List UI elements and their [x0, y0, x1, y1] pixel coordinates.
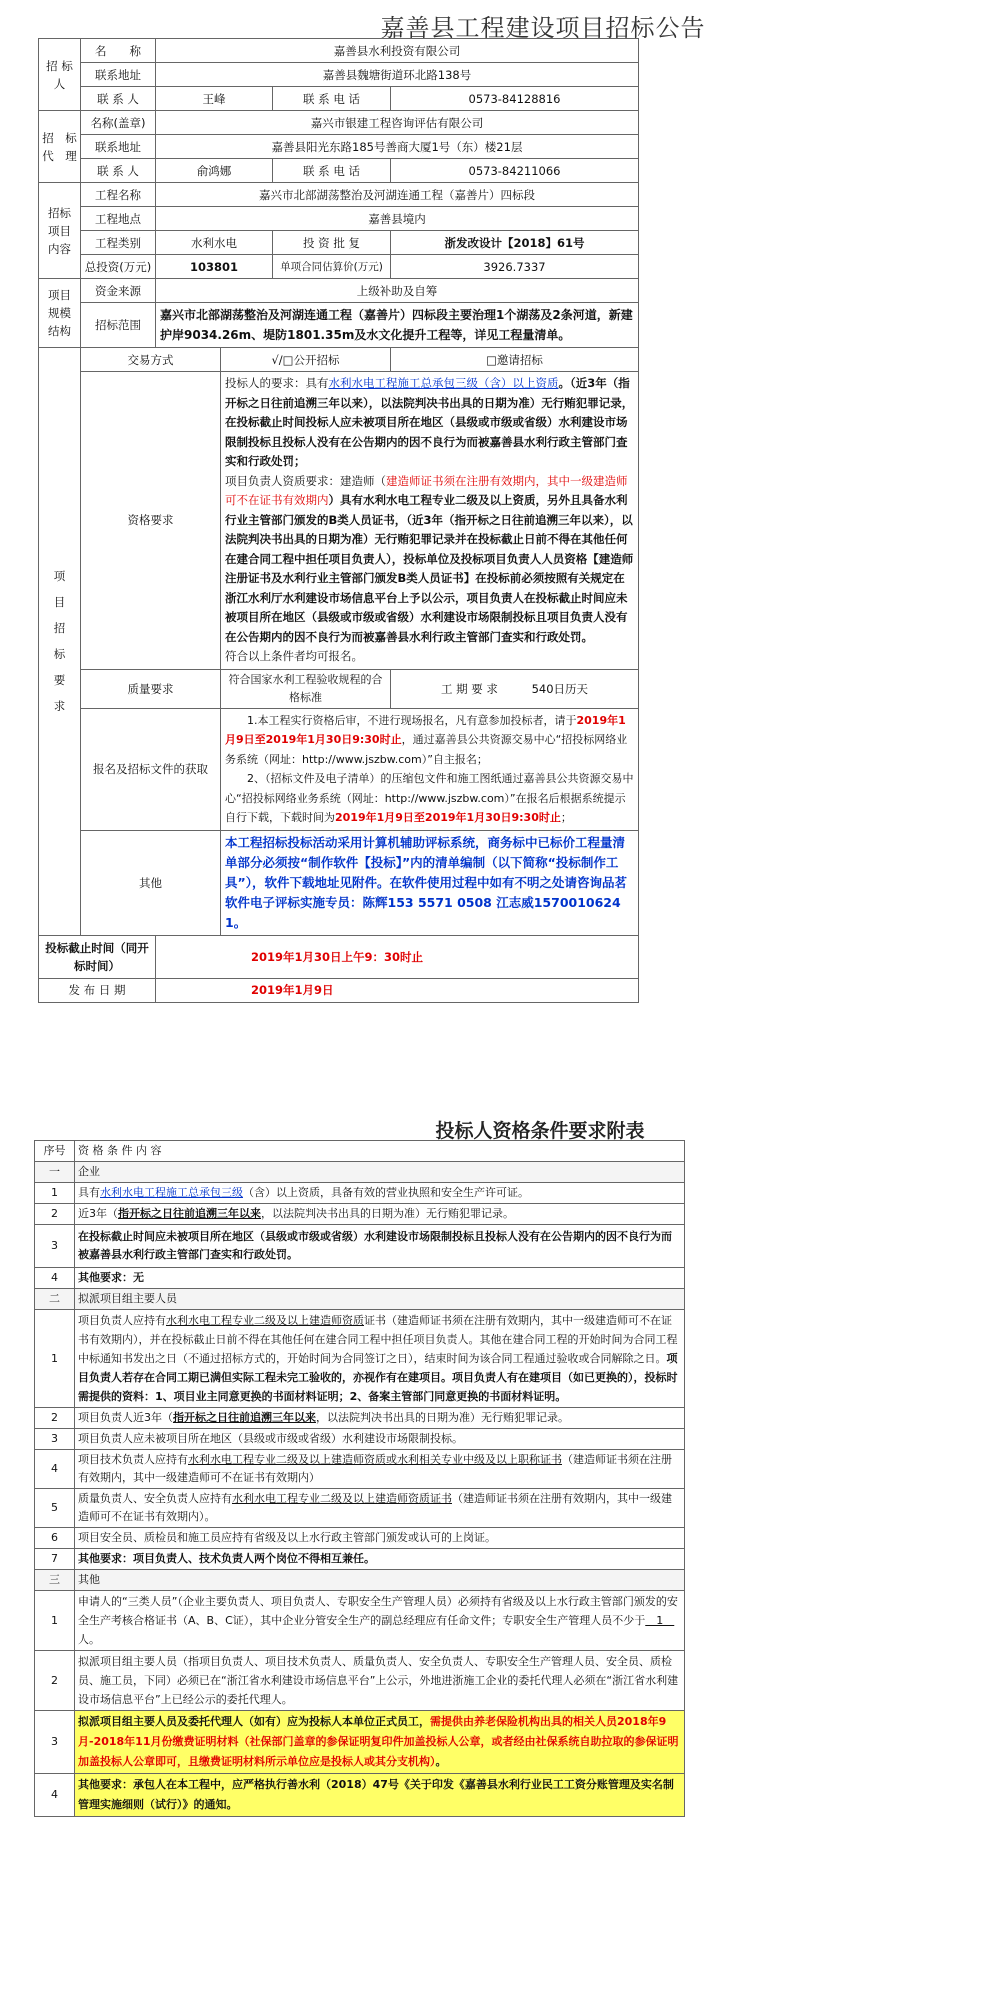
col-no-header: 序号	[35, 1141, 75, 1162]
row-content: 拟派项目组主要人员（指项目负责人、项目技术负责人、质量负责人、安全负责人、专职安全生产管理人员、安全员、质检员、施工员，下同）必须已在“浙江省水利建设市场信息平台”上公示，外地进浙施工企业的委托代理人必须在“浙江省水利建设市场信息平台”上已经公示的委托代理人。	[75, 1651, 685, 1711]
row-no: 5	[35, 1489, 75, 1528]
approval: 浙发改设计【2018】61号	[391, 231, 639, 255]
agent-phone-label: 联 系 电 话	[273, 159, 391, 183]
row-content: 其他要求：项目负责人、技术负责人两个岗位不得相互兼任。	[75, 1549, 685, 1570]
section-no: 三	[35, 1570, 75, 1591]
agent-address: 嘉善县阳光东路185号善商大厦1号（东）楼21层	[156, 135, 639, 159]
scope: 嘉兴市北部湖荡整治及河湖连通工程（嘉善片）四标段主要治理1个湖荡及2条河道，新建护岸9034.26m、堤防1801.35m及水文化提升工程等，详见工程量清单。	[156, 303, 639, 348]
publish-date: 2019年1月9日	[156, 978, 639, 1002]
row-no: 1	[35, 1310, 75, 1408]
tender-name: 嘉善县水利投资有限公司	[156, 39, 639, 63]
invest-label: 总投资(万元)	[81, 255, 156, 279]
fund: 上级补助及自筹	[156, 279, 639, 303]
trade-invite: □邀请招标	[391, 348, 639, 372]
apply-para-2: 2、（招标文件及电子清单）的压缩包文件和施工图纸通过嘉善县公共资源交易中心“招投标网络业务系统（网址：http://www.jszbw.com）”在报名后根据系统提示自行下载，下载时间为2019年1月9日至2019年1月30日9:30时止；	[225, 772, 634, 824]
row-content: 项目负责人应持有水利水电工程专业二级及以上建造师资质证书（建造师证书须在注册有效期内，其中一级建造师可不在证书有效期内），并在投标截止日前不得在其他任何在建合同工程中担任项目负责人。其他在建合同工程的开始时间为合同工程中标通知书发出之日（不通过招标方式的，开始时间为合同签订之日），结束时间为该合同工程通过验收或合同解除之日。项目负责人若存在合同工期已满但实际工程未完工验收的，亦视作有在建项目。项目负责人有在建项目（如已更换的），投标时需提供的资料：1、项目业主同意更换的书面材料证明；2、备案主管部门同意更换的书面材料证明。	[75, 1310, 685, 1408]
deadline-label: 投标截止时间（同开标时间）	[39, 935, 156, 978]
row-content: 项目负责人近3年（指开标之日往前追溯三年以来，以法院判决书出具的日期为准）无行贿犯罪记录。	[75, 1408, 685, 1429]
section-title: 企业	[75, 1162, 685, 1183]
other-content: 本工程招标投标活动采用计算机辅助评标系统，商务标中已标价工程量清单部分必须按“制作软件【投标】”内的清单编制（以下简称“投标制作工具”），软件下载地址见附件。在软件使用过程中如有不明之处请咨询品茗软件电子评标实施专员：陈辉153 5571 0508 江志威15700106241。	[221, 830, 639, 935]
row-no: 1	[35, 1183, 75, 1204]
row-content: 申请人的“三类人员”（企业主要负责人、项目负责人、专职安全生产管理人员）必须持有省级及以上水行政主管部门颁发的安全生产考核合格证书（A、B、C证），其中企业分管安全生产的副总经理应有任命文件；专职安全生产管理人员不少于 1 人。	[75, 1591, 685, 1651]
invest: 103801	[156, 255, 273, 279]
approval-label: 投 资 批 复	[273, 231, 391, 255]
project-group-label: 招标 项目 内容	[39, 183, 81, 279]
apply-para-1: 1.本工程实行资格后审，不进行现场报名，凡有意参加投标者，请于2019年1月9日至2019年1月30日9:30时止，通过嘉善县公共资源交易中心“招投标网络业务系统（网址：http://www.jszbw.com）”自主报名；	[225, 713, 628, 766]
page-title: 嘉善县工程建设项目招标公告	[380, 14, 706, 42]
row-content: 其他要求：承包人在本工程中，应严格执行善水利（2018）47号《关于印发《嘉善县水利行业民工工资分账管理及实名制管理实施细则（试行）》的通知。	[75, 1774, 685, 1817]
section-title: 其他	[75, 1570, 685, 1591]
agent-name-label: 名称(盖章)	[81, 111, 156, 135]
tender-address-label: 联系地址	[81, 63, 156, 87]
qualification-content	[221, 372, 639, 670]
agent-address-label: 联系地址	[81, 135, 156, 159]
contract: 3926.7337	[391, 255, 639, 279]
fund-label: 资金来源	[81, 279, 156, 303]
qual-para-3: 符合以上条件者均可报名。	[225, 649, 363, 663]
qual-para-2: 项目负责人资质要求：建造师（建造师证书须在注册有效期内，其中一级建造师可不在证书有效期内）具有水利水电工程专业二级及以上资质，另外且具备水利行业主管部门颁发的B类人员证书，（近3年（指开标之日往前追溯三年以来），以法院判决书出具的日期为准）无行贿犯罪记录并在投标截止日前不得在其他任何在建合同工程中担任项目负责人），投标单位及投标项目负责人人员资格【建造师注册证书及水利行业主管部门颁发B类人员证书】在投标前必须按照有关规定在浙江水利厅水利建设市场信息平台上予以公示，项目负责人在投标截止时间应未被项目所在地区（县级或市级或省级）水利建设市场限制投标且项目负责人没有在公告期内的因不良行为而被嘉善县水利行政主管部门查实和行政处罚。	[225, 473, 634, 644]
row-no: 4	[35, 1268, 75, 1289]
tender-name-label: 名 称	[81, 39, 156, 63]
agent-contact: 俞鸿娜	[156, 159, 273, 183]
contract-label: 单项合同估算价(万元)	[273, 255, 391, 279]
row-content: 近3年（指开标之日往前追溯三年以来，以法院判决书出具的日期为准）无行贿犯罪记录。	[75, 1204, 685, 1225]
trade-label: 交易方式	[81, 348, 221, 372]
apply-content	[221, 708, 639, 830]
project-place: 嘉善县境内	[156, 207, 639, 231]
row-no: 4	[35, 1774, 75, 1817]
row-content: 项目安全员、质检员和施工员应持有省级及以上水行政主管部门颁发或认可的上岗证。	[75, 1528, 685, 1549]
project-name-label: 工程名称	[81, 183, 156, 207]
row-content: 拟派项目组主要人员及委托代理人（如有）应为投标人本单位正式员工，需提供由养老保险机构出具的相关人员2018年9月-2018年11月份缴费证明材料（社保部门盖章的参保证明复印件加盖投标人公章，或者经由社保系统自助拉取的参保证明加盖投标人公章即可，且缴费证明材料所示单位应是投标人或其分支机构）。	[75, 1711, 685, 1774]
row-no: 2	[35, 1651, 75, 1711]
tender-phone: 0573-84128816	[391, 87, 639, 111]
requirements-group-label: 项 目 招 标 要 求	[39, 348, 81, 936]
project-place-label: 工程地点	[81, 207, 156, 231]
scope-label: 招标范围	[81, 303, 156, 348]
scale-group-label: 项目 规模 结构	[39, 279, 81, 348]
project-type-label: 工程类别	[81, 231, 156, 255]
other-label: 其他	[81, 830, 221, 935]
row-no: 4	[35, 1450, 75, 1489]
quality: 符合国家水利工程验收规程的合格标准	[221, 669, 391, 708]
qualification-label: 资格要求	[81, 372, 221, 670]
row-content: 其他要求：无	[75, 1268, 685, 1289]
deadline: 2019年1月30日上午9：30时止	[156, 935, 639, 978]
period-label: 工 期 要 求 540日历天	[391, 669, 639, 708]
section-title: 拟派项目组主要人员	[75, 1289, 685, 1310]
qualification-appendix-table	[34, 1140, 685, 1817]
appendix-title: 投标人资格条件要求附表	[435, 1120, 645, 1142]
tender-address: 嘉善县魏塘街道环北路138号	[156, 63, 639, 87]
section-no: 二	[35, 1289, 75, 1310]
col-content-header: 资 格 条 件 内 容	[75, 1141, 685, 1162]
row-content: 项目负责人应未被项目所在地区（县级或市级或省级）水利建设市场限制投标。	[75, 1429, 685, 1450]
agent-group-label: 招 标 代 理	[39, 111, 81, 183]
row-no: 6	[35, 1528, 75, 1549]
project-type: 水利水电	[156, 231, 273, 255]
agent-name: 嘉兴市银建工程咨询评估有限公司	[156, 111, 639, 135]
row-content: 质量负责人、安全负责人应持有水利水电工程专业二级及以上建造师资质证书（建造师证书须在注册有效期内，其中一级建造师可不在证书有效期内）。	[75, 1489, 685, 1528]
tender-contact-label: 联 系 人	[81, 87, 156, 111]
row-content: 在投标截止时间应未被项目所在地区（县级或市级或省级）水利建设市场限制投标且投标人没有在公告期内的因不良行为而被嘉善县水利行政主管部门查实和行政处罚。	[75, 1225, 685, 1268]
tender-group-label: 招 标 人	[39, 39, 81, 111]
row-no: 3	[35, 1429, 75, 1450]
agent-phone: 0573-84211066	[391, 159, 639, 183]
period: 540日历天	[531, 681, 589, 696]
row-no: 3	[35, 1711, 75, 1774]
qual-para-1: 投标人的要求：具有水利水电工程施工总承包三级（含）以上资质。（近3年（指开标之日往前追溯三年以来），以法院判决书出具的日期为准）无行贿犯罪记录，在投标截止时间投标人应未被项目所在地区（县级或市级或省级）水利建设市场限制投标且投标人没有在公告期内的因不良行为而被嘉善县水利行政主管部门查实和行政处罚；	[225, 376, 634, 468]
row-no: 3	[35, 1225, 75, 1268]
tender-contact: 王峰	[156, 87, 273, 111]
apply-label: 报名及招标文件的获取	[81, 708, 221, 830]
trade-open: √/□公开招标	[221, 348, 391, 372]
row-content: 项目技术负责人应持有水利水电工程专业二级及以上建造师资质或水利相关专业中级及以上职称证书（建造师证书须在注册有效期内，其中一级建造师可不在证书有效期内）	[75, 1450, 685, 1489]
publish-label: 发 布 日 期	[39, 978, 156, 1002]
row-no: 7	[35, 1549, 75, 1570]
announcement-table	[38, 38, 639, 1003]
agent-contact-label: 联 系 人	[81, 159, 156, 183]
row-content: 具有水利水电工程施工总承包三级（含）以上资质，具备有效的营业执照和安全生产许可证。	[75, 1183, 685, 1204]
section-no: 一	[35, 1162, 75, 1183]
row-no: 2	[35, 1408, 75, 1429]
quality-label: 质量要求	[81, 669, 221, 708]
project-name: 嘉兴市北部湖荡整治及河湖连通工程（嘉善片）四标段	[156, 183, 639, 207]
tender-phone-label: 联 系 电 话	[273, 87, 391, 111]
row-no: 1	[35, 1591, 75, 1651]
row-no: 2	[35, 1204, 75, 1225]
